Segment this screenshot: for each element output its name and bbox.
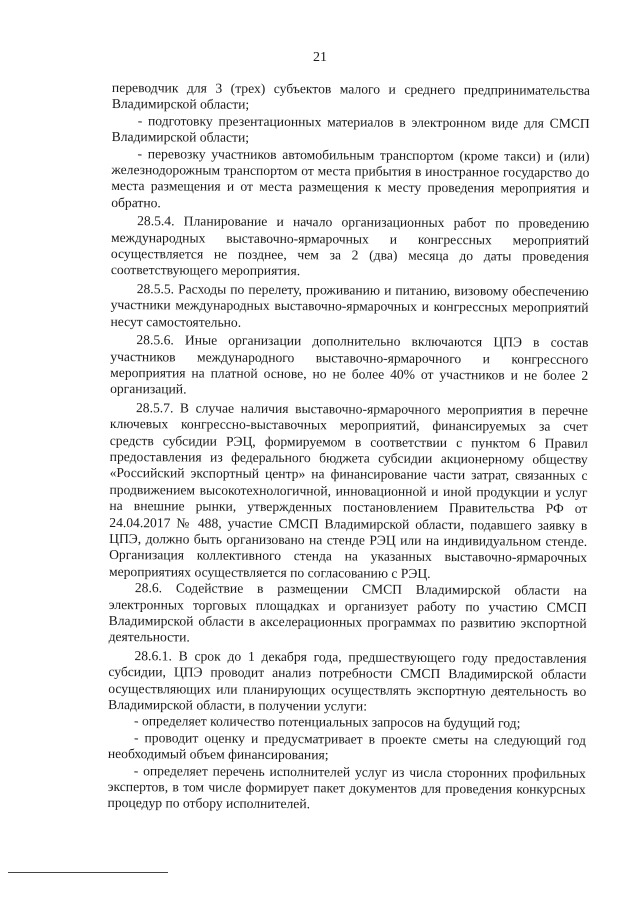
paragraph-transport: - перевозку участников автомобильным транспортом (кроме такси) и (или) железнодорожным транспортом от места прибытия в иностранное государство до места размещения и от места размещения к месту проведения мероприятия и обратно. (111, 145, 590, 211)
list-item-contractors: - определяет перечень исполнителей услуг из числа сторонних профильных экспертов, в том числе формирует пакет документов для проведения конкурсных процедур по отбору исполнителей. (107, 762, 586, 812)
paragraph-28-5-4: 28.5.4. Планирование и начало организационных работ по проведению международных выставочно-ярмарочных и конгрессных мероприятий осуществляется не позднее, чем за 2 (два) месяца до даты проведения соответствующего мероприятия. (110, 213, 590, 279)
paragraph-presentation-materials: - подготовку презентационных материалов в электронном виде для СМСП Владимирской области; (111, 112, 590, 146)
footnote-separator (8, 872, 168, 873)
paragraph-28-5-5: 28.5.5. Расходы по перелету, проживанию и питанию, визовому обеспечению участники международных выставочно-ярмарочных и конгрессных мероприятий несут самостоятельно. (110, 281, 589, 330)
paragraph-28-6-1: 28.6.1. В срок до 1 декабря года, предшествующего году предоставления субсидии, ЦПЭ проводит анализ потребности СМСП Владимирской области осуществляющих или планирующих осуществлять экспортную деятельность во Владимирской области, в получении услуги: (108, 647, 587, 714)
page-number: 21 (313, 50, 327, 65)
list-item-requests-count: - определяет количество потенциальных запросов на будущий год; (134, 713, 521, 731)
paragraph-28-5-7: 28.5.7. В случае наличия выставочно-ярмарочного мероприятия в перечне ключевых конгрессно-выставочных мероприятий, финансируемых за счет средств субсидии РЭЦ, формируемом в соответствии с пунктом 6 Правил предоставления из федерального бюджета субсидии акционерному обществу «Российский экспортный центр» на финансирование части затрат, связанных с продвижением высокотехнологичной, инновационной и иной продукции и услуг на внешние рынки, утвержденных постановлением Правительства РФ от 24.04.2017 № 488, участие СМСП Владимирской области, подавшего заявку в ЦПЭ, должно быть организовано на стенде РЭЦ или на индивидуальном стенде. Организация коллективного стенда на указанных выставочно-ярмарочных мероприятиях осуществляется по согласованию с РЭЦ. (108, 399, 589, 581)
document-body (108, 80, 590, 815)
paragraph-28-6: 28.6. Содействие в размещении СМСП Владимирской области на электронных торговых площадках и организует работу по участию СМСП Владимирской области в акселерационных программах по развитию экспортной деятельности. (108, 580, 587, 645)
list-item-budget-estimate: - проводит оценку и предусматривает в проекте сметы на следующий год необходимый объем финансирования; (107, 729, 587, 763)
paragraph-translator: переводчик для 3 (трех) субъектов малого и среднего предпринимательства Владимирской области; (111, 80, 590, 113)
paragraph-28-5-6: 28.5.6. Иные организации дополнительно включаются ЦПЭ в состав участников международного выставочно-ярмарочного и конгрессного мероприятия на платной основе, но не более 40% от участников и не более 2 организаций. (110, 332, 589, 397)
